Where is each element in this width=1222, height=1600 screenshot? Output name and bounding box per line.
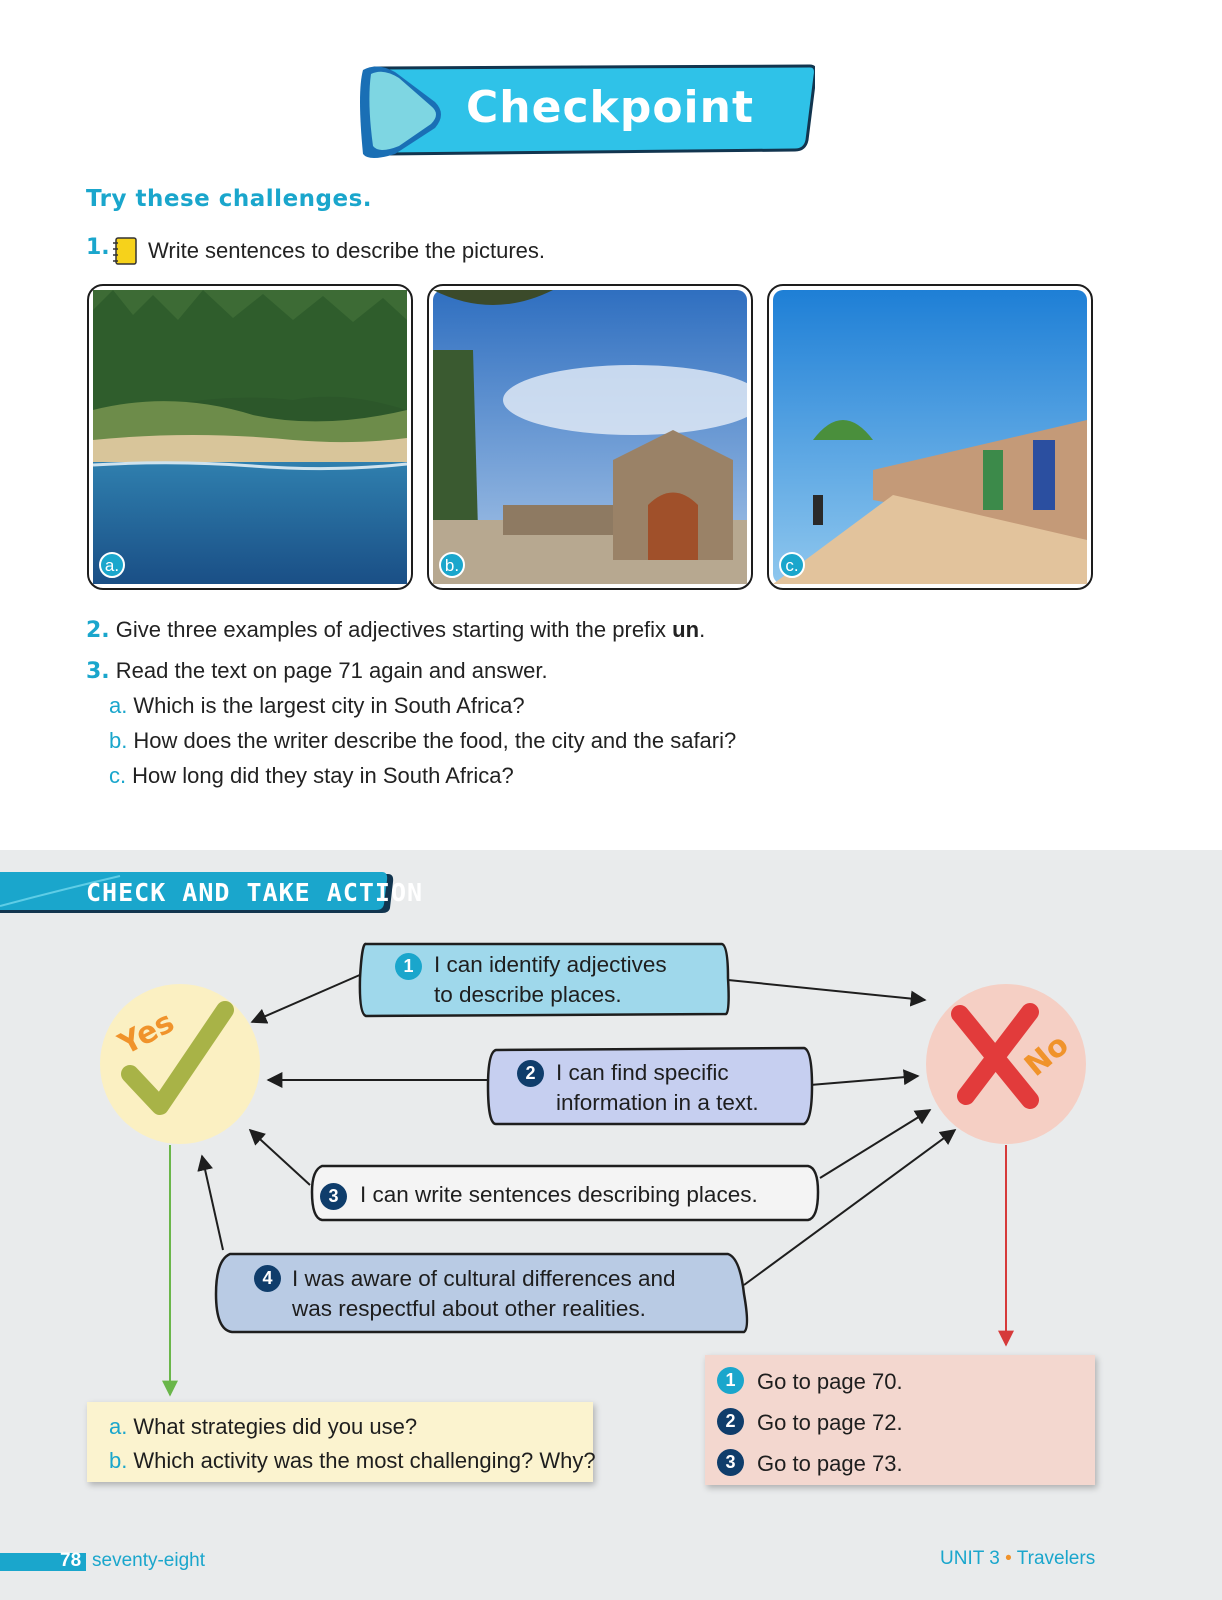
check-header-text: CHECK AND TAKE ACTION — [86, 878, 424, 907]
sub-question-text: Which is the largest city in South Africa? — [133, 693, 525, 718]
photo-b — [427, 284, 753, 590]
page-title: Checkpoint — [466, 82, 754, 133]
question-2-text: Give three examples of adjectives starting with the prefix — [115, 617, 673, 642]
statement-line: I was aware of cultural differences and — [292, 1266, 676, 1291]
statement-number: 1 — [395, 953, 422, 980]
stone-building-image — [433, 290, 747, 584]
action-number: 1 — [717, 1367, 744, 1394]
prefix-bold: un — [672, 617, 700, 642]
unit-title: Travelers — [1016, 1548, 1096, 1569]
question-3b — [109, 728, 736, 754]
yes-reflection-box — [87, 1402, 596, 1482]
sub-letter: b. — [109, 728, 128, 753]
statement-line: I can identify adjectives — [434, 952, 667, 977]
reflection-question — [109, 1448, 596, 1474]
no-action-box — [705, 1355, 1095, 1485]
beach-image — [93, 290, 407, 584]
action-text: Go to page 72. — [757, 1410, 903, 1435]
reflection-question — [109, 1414, 417, 1440]
photo-c — [767, 284, 1093, 590]
yes-label: Yes — [113, 1004, 181, 1063]
page-number: 78 — [60, 1550, 82, 1571]
photo-label: a. — [99, 552, 125, 578]
question-3a — [109, 693, 525, 719]
question-3c — [109, 763, 514, 789]
instruction-heading: Try these challenges. — [86, 186, 373, 212]
question-2 — [86, 617, 705, 643]
action-text: Go to page 70. — [757, 1369, 903, 1394]
photo-label: b. — [439, 552, 465, 578]
question-1 — [86, 234, 110, 260]
reflection-text: Which activity was the most challenging? Why? — [133, 1448, 596, 1473]
question-number: 2. — [86, 618, 110, 643]
separator: • — [1005, 1548, 1012, 1569]
question-2-end: . — [699, 617, 706, 642]
question-3-text: Read the text on page 71 again and answer. — [115, 658, 548, 683]
unit-label — [940, 1548, 1095, 1570]
statement-line: I can find specific — [556, 1060, 729, 1085]
question-3 — [86, 658, 548, 684]
statement-line: information in a text. — [556, 1090, 759, 1115]
reflection-text: What strategies did you use? — [133, 1414, 418, 1439]
statement-number: 2 — [517, 1060, 544, 1087]
question-number: 3. — [86, 659, 110, 684]
photo-label: c. — [779, 552, 805, 578]
statement-4-text — [292, 1264, 676, 1324]
notebook-icon — [112, 236, 138, 266]
action-number: 2 — [717, 1408, 744, 1435]
action-text: Go to page 73. — [757, 1451, 903, 1476]
sub-letter: a. — [109, 693, 128, 718]
sub-letter: b. — [109, 1448, 128, 1473]
sub-letter: a. — [109, 1414, 128, 1439]
statement-3-text: I can write sentences describing places. — [360, 1182, 758, 1207]
village-street-image — [773, 290, 1087, 584]
photo-a — [87, 284, 413, 590]
sub-letter: c. — [109, 763, 127, 788]
statement-1-text — [434, 950, 667, 1010]
statement-line: was respectful about other realities. — [292, 1296, 646, 1321]
statement-2-text — [556, 1058, 759, 1118]
statement-line: to describe places. — [434, 982, 622, 1007]
unit-number: UNIT 3 — [940, 1548, 1000, 1569]
statement-number: 3 — [320, 1183, 347, 1210]
sub-question-text: How long did they stay in South Africa? — [132, 763, 514, 788]
action-number: 3 — [717, 1449, 744, 1476]
question-number: 1. — [86, 235, 110, 260]
statement-number: 4 — [254, 1265, 281, 1292]
page-number-word: seventy-eight — [92, 1550, 206, 1571]
question-1-text: Write sentences to describe the pictures. — [148, 238, 546, 263]
sub-question-text: How does the writer describe the food, the city and the safari? — [133, 728, 737, 753]
no-label: No — [1018, 1027, 1076, 1084]
